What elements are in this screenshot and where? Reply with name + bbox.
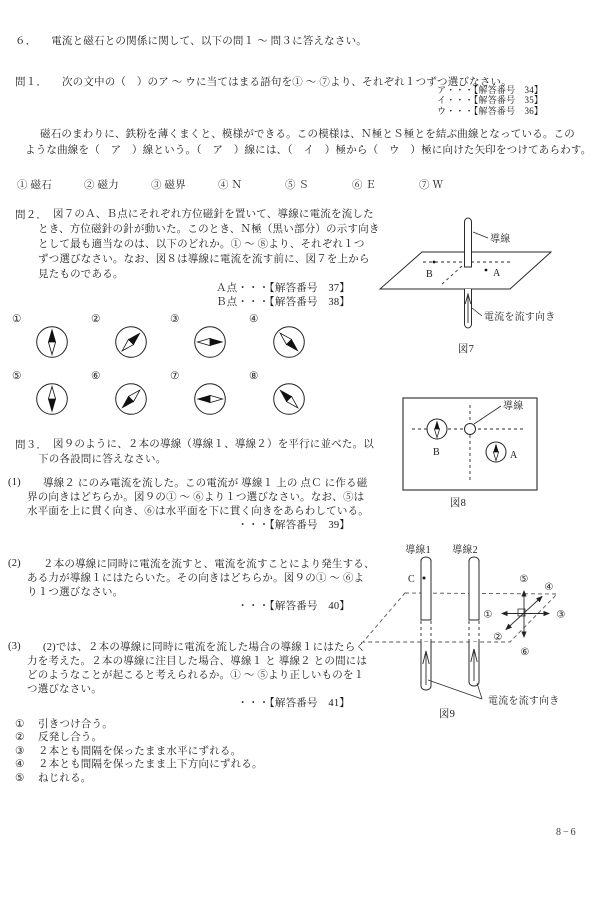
point-a-dot (485, 269, 488, 272)
q3-label: 問３． (15, 440, 48, 451)
q3-choice-5 (15, 772, 263, 785)
item-line: り１つ選びなさい。 (27, 587, 124, 598)
q1-label: 問１． (15, 77, 48, 88)
page-number: 8−6 (556, 827, 578, 838)
compass-icon (272, 325, 306, 359)
q3-item-3 (0, 641, 395, 711)
choice-text: ２本とも間隔を保ったまま水平にずれる。 (38, 745, 242, 757)
answer-ref: イ・・・【解答番号 35】 (437, 95, 544, 106)
q3-choice-2 (15, 731, 263, 744)
wire2-label: 導線2 (452, 545, 478, 556)
compass-b (427, 419, 447, 439)
q1-choice-3: ③ 磁界 (151, 180, 186, 191)
compass-option-1 (8, 311, 87, 368)
question3 (0, 437, 395, 467)
q3-choices (15, 718, 263, 785)
item-label: (3) (8, 641, 21, 652)
item-line: (2)では、２本の導線に同時に電流を流した場合の導線１にはたらく (43, 642, 367, 653)
direction-2: ② (493, 632, 503, 643)
figure-caption: 図7 (457, 344, 475, 355)
wire-upper (465, 218, 472, 267)
compass-icon (193, 382, 227, 416)
item-line: ２本の導線に同時に電流を流すと、電流を流すことにより発生する、 (43, 559, 375, 570)
point-a-label: A (493, 268, 501, 279)
current-leader-line-2 (477, 683, 482, 699)
q1-choice-4: ④ Ｎ (218, 180, 243, 191)
answer-ref: ウ・・・【解答番号 36】 (437, 105, 544, 116)
q3-choice-1 (15, 718, 263, 731)
section-header (15, 33, 367, 48)
direction-4: ④ (544, 582, 554, 593)
wire-leader-line (473, 232, 488, 238)
compass-icon (35, 382, 69, 416)
q3-choice-4 (15, 758, 263, 771)
section-number: ６． (15, 36, 37, 47)
direction-1: ① (483, 609, 493, 621)
wire2-upper (469, 557, 479, 620)
q2-compass-options (8, 311, 338, 425)
q2-text (38, 207, 395, 282)
q2-line: として最も適当なのは、以下のどれか。① ～ ⑧より、それぞれ１つ (38, 239, 365, 250)
q2-answer-refs (38, 282, 350, 310)
figure-8 (395, 393, 555, 511)
item-line: ある力が導線１にはたらいた。その向きはどちらか。図９の① ～ ⑥よ (27, 573, 365, 584)
choice-text: 引きつけ合う。 (38, 719, 113, 730)
figure-caption: 図9 (438, 709, 456, 720)
current-leader-line (472, 308, 482, 316)
option-number: ⑥ (91, 371, 101, 382)
item-text (27, 477, 395, 519)
compass-icon (114, 325, 148, 359)
wire-cross-section (465, 424, 476, 435)
answer-ref: Ｂ点・・・【解答番号 38】 (215, 297, 350, 309)
q1-prompt: 次の文中の（ ）のア ～ ウに当てはまる語句を① ～ ⑦より、それぞれ１つずつ選びなさい。 (61, 77, 512, 88)
q1-choice-6: ⑥ Ｅ (352, 180, 377, 191)
option-number: ② (91, 314, 101, 325)
direction-6: ⑥ (520, 647, 530, 658)
item-label: (2) (8, 558, 21, 569)
question2 (0, 207, 395, 310)
q2-line: とき、方位磁針の針が動いた。このとき、Ｎ極（黒い部分）の示す向き (38, 224, 380, 235)
q3-choice-3 (15, 745, 263, 758)
point-a-label: A (510, 450, 518, 461)
compass-option-8 (245, 368, 324, 425)
compass-icon (193, 325, 227, 359)
choice-text: ねじれる。 (38, 772, 92, 784)
q1-choice-7: ⑦ Ｗ (419, 180, 444, 191)
item-text (27, 641, 395, 697)
figure-7 (378, 205, 568, 360)
choice-text: ２本とも間隔を保ったまま上下方向にずれる。 (38, 759, 263, 771)
wire1-upper (421, 557, 431, 620)
item-text (27, 558, 395, 600)
q1-choices (17, 177, 486, 192)
compass-icon (114, 382, 148, 416)
q3-item-1 (0, 477, 395, 533)
point-b-label: B (426, 269, 433, 280)
dashed-plane (363, 593, 557, 642)
answer-ref: Ａ点・・・【解答番号 37】 (215, 283, 350, 294)
current-direction-label: 電流を流す向き (488, 696, 560, 707)
q1-choice-1: ① 磁石 (17, 180, 52, 191)
option-number: ③ (170, 314, 180, 325)
choice-number: ⑤ (15, 772, 25, 784)
item-line: 水平面を上に貫く向き、⑥は水平面を下に貫く向きをあらわしている。 (27, 506, 369, 517)
compass-option-6 (87, 368, 166, 425)
passage-line: ような曲線を（ ア ）線という。（ ア ）線には、（ イ ）極から（ ウ ）極に向けた矢印をつけてあらわす。 (25, 145, 592, 156)
item-line: つ選びなさい。 (27, 684, 102, 695)
compass-option-5 (8, 368, 87, 425)
q3-text (38, 437, 395, 467)
choice-number: ④ (15, 759, 25, 771)
figure-caption: 図8 (449, 498, 467, 509)
wire1-label: 導線1 (405, 545, 431, 556)
answer-ref: ・・・【解答番号 39】 (237, 520, 350, 531)
section-title: 電流と磁石との関係に関して、以下の問１ ～ 問３に答えなさい。 (51, 36, 367, 47)
compass-icon (35, 325, 69, 359)
point-b-dot (433, 261, 436, 264)
direction-5: ⑤ (519, 574, 529, 585)
choice-number: ① (15, 719, 25, 730)
item-label: (1) (8, 477, 21, 488)
direction-3: ③ (556, 609, 566, 621)
item-line: どのようなことが起こると考えられるか。① ～ ⑤より正しいものを１ (27, 670, 365, 681)
item-line: 導線２ にのみ電流を流した。この電流が 導線１ 上の 点Ｃ に作る磁 (43, 478, 368, 489)
current-direction-label: 電流を流す向き (484, 312, 556, 323)
q1-choice-5: ⑤ Ｓ (285, 180, 310, 191)
compass-option-2 (87, 311, 166, 368)
item-line: 界の向きはどちらか。図９の① ～ ⑥より１つ選びなさい。なお、⑤は (27, 492, 365, 503)
q1-passage (25, 127, 591, 159)
q3-line: 図９のように、２本の導線（導線１、導線２）を平行に並べた。以 (53, 439, 374, 450)
answer-ref: ・・・【解答番号 41】 (237, 698, 350, 709)
q2-line: 図７のＡ、Ｂ点にそれぞれ方位磁針を置いて、導線に電流を流した (53, 209, 374, 220)
figure-9 (355, 540, 590, 730)
wire-label: 導線 (490, 234, 511, 245)
q2-label: 問２． (15, 210, 48, 221)
answer-ref: ・・・【解答番号 40】 (237, 601, 350, 612)
choice-number: ③ (15, 745, 25, 757)
point-b-label: B (433, 447, 440, 458)
compass-a (486, 442, 506, 462)
item-line: 力を考えた。２本の導線に注目した場合、導線１ と 導線２ との間には (27, 656, 368, 667)
option-number: ⑦ (170, 371, 180, 382)
passage-line: 磁石のまわりに、鉄粉を薄くまくと、模様ができる。この模様は、Ｎ極とＳ極とを結ぶ曲線となっている。この (40, 129, 575, 140)
q2-line: ずつ選びなさい。なお、図８は導線に電流を流す前に、図７を上から (38, 254, 370, 265)
point-c-dot (423, 577, 426, 580)
option-number: ① (12, 314, 22, 325)
option-number: ⑧ (249, 371, 259, 382)
compass-option-4 (245, 311, 324, 368)
compass-option-7 (166, 368, 245, 425)
point-c-label: C (408, 574, 415, 585)
option-number: ⑤ (12, 371, 22, 382)
choice-number: ② (15, 732, 25, 744)
option-number: ④ (249, 314, 259, 325)
q1-answer-refs (437, 85, 543, 116)
q3-item-2 (0, 558, 395, 614)
q2-line: 見たものである。 (38, 269, 124, 280)
wire-label: 導線 (503, 401, 524, 412)
answer-ref: ア・・・【解答番号 34】 (437, 85, 544, 95)
compass-icon (272, 382, 306, 416)
q1-choice-2: ② 磁力 (84, 180, 119, 191)
compass-option-3 (166, 311, 245, 368)
q3-line: 下の各設問に答えなさい。 (38, 454, 167, 465)
choice-text: 反発し合う。 (38, 732, 103, 744)
